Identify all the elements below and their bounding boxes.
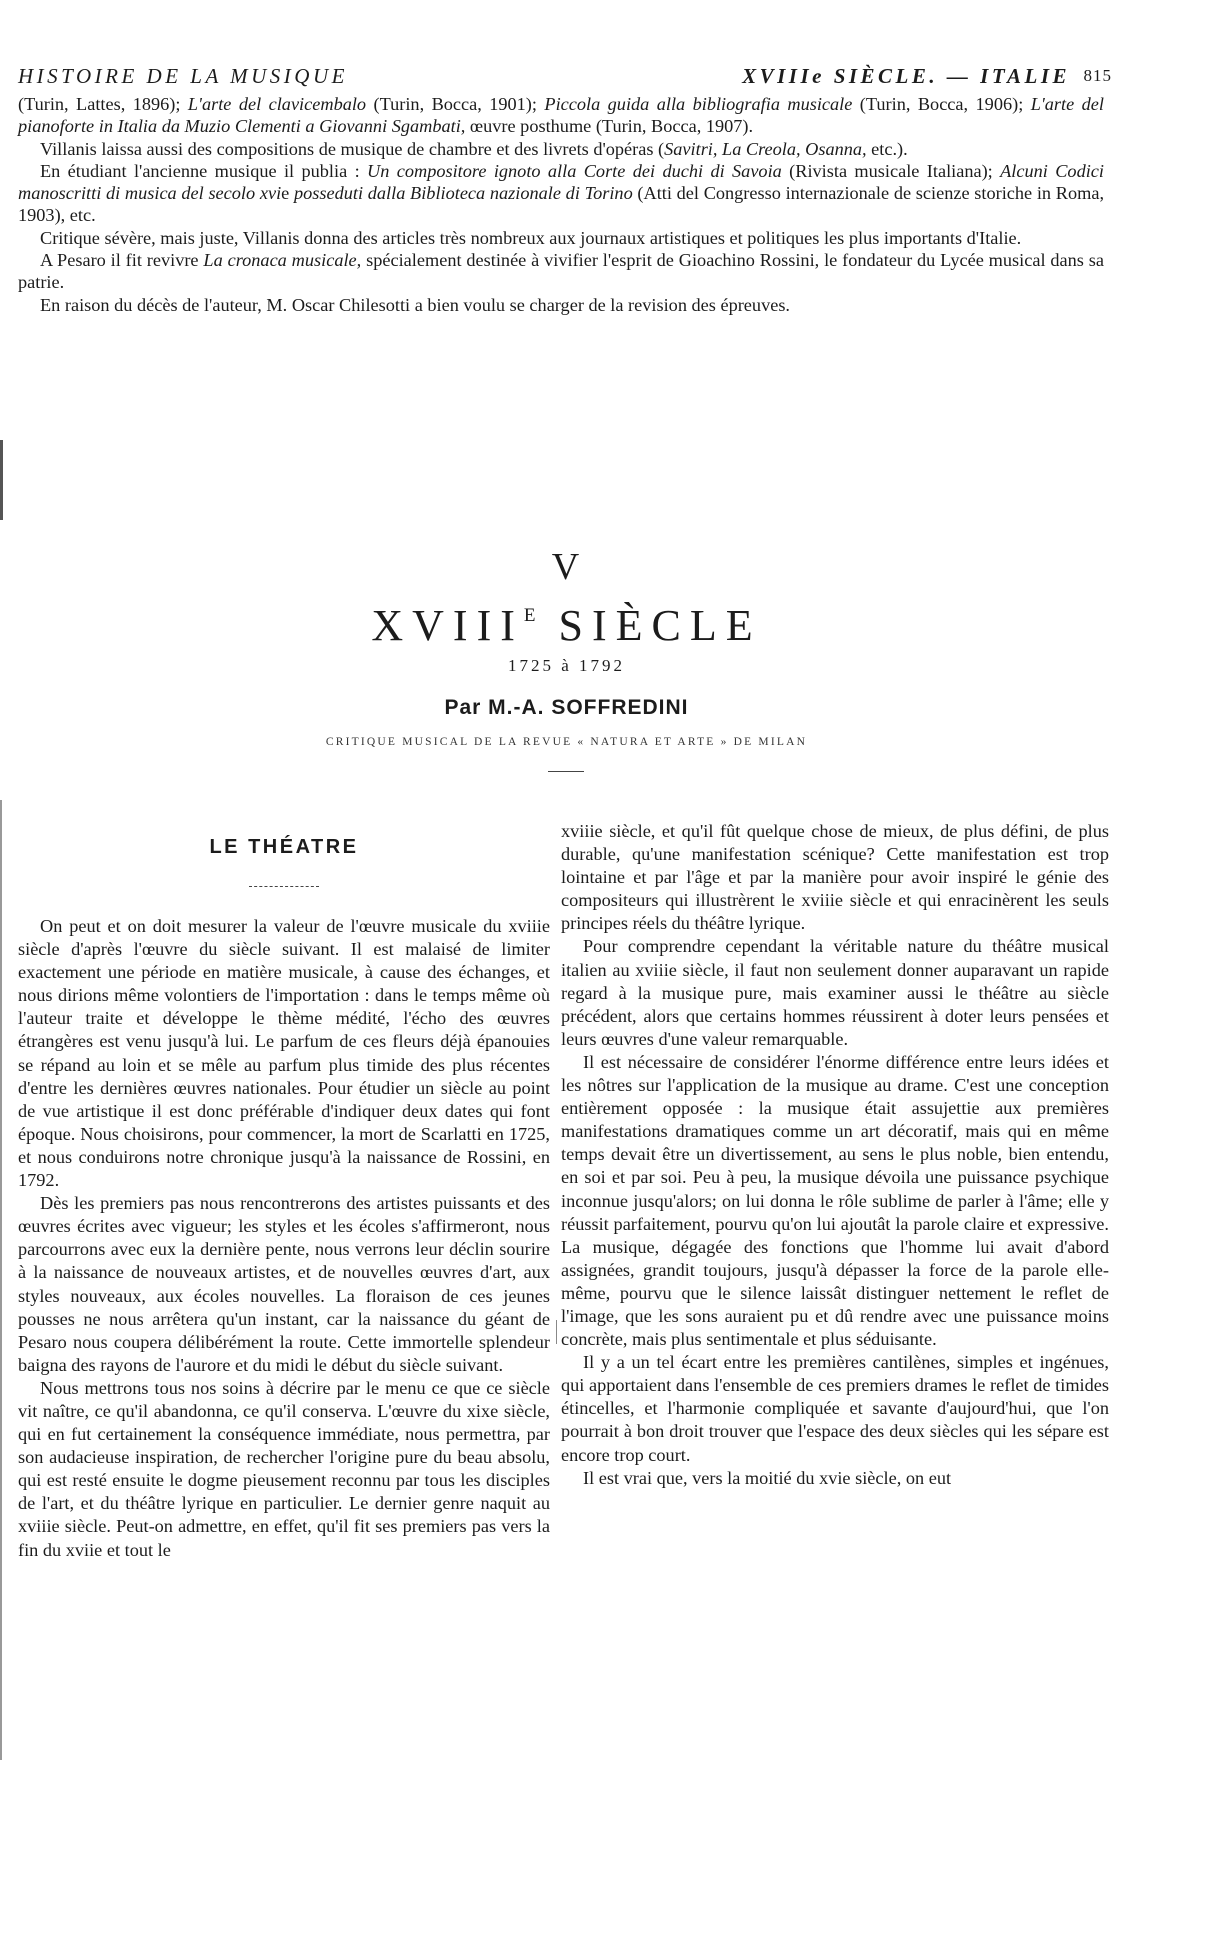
author-role: CRITIQUE MUSICAL DE LA REVUE « NATURA ET ARTE » DE MILAN bbox=[325, 736, 808, 748]
left-column bbox=[18, 820, 550, 1562]
title-rule bbox=[548, 771, 584, 772]
scan-edge-mark bbox=[0, 800, 2, 1760]
body-paragraph: Il y a un tel écart entre les premières cantilènes, simples et ingénues, qui apportaient dans l'ensemble de ces premiers drames le reflet de timides étincelles, et l'harmonie compliquée et savante d'aujourd'hui, que l'on pourrait à bon droit trouver que l'espace des deux siècles qui les sépare est encore trop court. bbox=[561, 1352, 1109, 1465]
intro-paragraph: En raison du décès de l'auteur, M. Oscar Chilesotti a bien voulu se charger de la revision des épreuves. bbox=[40, 294, 791, 315]
body-paragraph: Nous mettrons tous nos soins à décrire par le menu ce que ce siècle vit naître, ce qu'il abandonna, ce qu'il conserva. L'œuvre du xixe siècle, qui en fut certainement la conséquence immédiate, nous permettra, par son audacieuse inspiration, de rechercher l'origine pure du beau absolu, qui est resté ensuite le dogme pieusement reconnu par tous les disciples de l'art, et du théâtre lyrique en particulier. Le dernier genre naquit au xviiie siècle. Peut-on admettre, en effet, qu'il fit ses premiers pas vers la fin du xviie et tout le bbox=[18, 1377, 550, 1560]
body-paragraph: Pour comprendre cependant la véritable nature du théâtre musical italien au xviiie siècle, il faut non seulement donner auparavant un rapide regard à la musique pure, mais examiner aussi le théâtre au siècle précédent, alors que certains hommes réussirent à doter leurs pensées et leurs œuvres d'une valeur remarquable. bbox=[561, 936, 1109, 1049]
running-head-title: HISTOIRE DE LA MUSIQUE bbox=[18, 64, 348, 88]
running-head-chapter: XVIIIe SIÈCLE. — ITALIE bbox=[742, 64, 1070, 88]
right-column bbox=[561, 820, 1109, 1490]
intro-paragraph: Villanis laissa aussi des compositions de musique de chambre et des livrets d'opéras (Savitri, La Creola, Osanna, etc.). bbox=[40, 138, 908, 159]
scan-edge-mark bbox=[0, 440, 3, 520]
body-paragraph: Il est vrai que, vers la moitié du xvie siècle, on eut bbox=[583, 1467, 952, 1488]
intro-paragraph: (Turin, Lattes, 1896); L'arte del clavicembalo (Turin, Bocca, 1901); Piccola guida alla bibliografia musicale (Turin, Bocca, 1906); L'arte del pianoforte in Italia da Muzio Clementi a Giovanni Sgambati, œuvre posthume (Turin, Bocca, 1907). bbox=[18, 94, 1104, 137]
body-paragraph: xviiie siècle, et qu'il fût quelque chose de mieux, de plus défini, de plus durable, qu'une manifestation scénique? Cette manifestation est trop lointaine et par l'âge et par la manière pour avoir inspiré le génie des compositeurs qui illustrèrent le xviiie siècle et qui enracinèrent les seuls principes réels du théâtre lyrique. bbox=[561, 821, 1109, 934]
intro-paragraph: A Pesaro il fit revivre La cronaca musicale, spécialement destinée à vivifier l'esprit de Gioachino Rossini, le fondateur du Lycée musical dans sa patrie. bbox=[18, 250, 1105, 293]
body-paragraph: Il est nécessaire de considérer l'énorme différence entre leurs idées et les nôtres sur l'application de la musique au drame. C'est une conception entièrement opposée : la musique était assujettie aux premières manifestations dramatiques comme un art décoratif, mais qui en même temps devait être un divertissement, au sens le plus noble, bien entendu, en soi et par soi. Peu à peu, la musique dévoila une puissance psychique inconnue jusqu'alors; on lui donna le rôle sublime de parler à l'âme; elle y réussit parfaitement, pourvu qu'on lui ajoutât la parole claire et expressive. La musique, dégagée des fonctions que l'homme lui avait d'abord assignées, grandit toujours, jusqu'à dépasser la force de la parole elle-même, pourvu que le silence laissât distinguer nettement le reflet de l'image, que les sons auraient pu et dû rendre avec une puissance moins concrète, mais plus sentimentale et plus séduisante. bbox=[561, 1051, 1109, 1350]
chapter-title: $XVIII^E$ SIÈCLE bbox=[371, 601, 762, 650]
column-divider bbox=[556, 1320, 557, 1344]
page-number: 815 bbox=[1083, 66, 1112, 85]
intro-paragraph: En étudiant l'ancienne musique il publia : Un compositore ignoto alla Corte dei duchi di Savoia (Rivista musicale Italiana); Alcuni Codici manoscritti di musica del secolo xvie posseduti dalla Biblioteca nazionale di Torino (Atti del Congresso internazionale de scienze storiche in Roma, 1903), etc. bbox=[18, 160, 1105, 226]
intro-paragraph: Critique sévère, mais juste, Villanis donna des articles très nombreux aux journaux artistiques et politiques les plus importants d'Italie. bbox=[40, 227, 1022, 248]
chapter-author: Par M.-A. SOFFREDINI bbox=[444, 696, 689, 719]
chapter-dates: 1725 à 1792 bbox=[507, 656, 626, 675]
chapter-number: V bbox=[551, 546, 582, 588]
body-paragraph: On peut et on doit mesurer la valeur de l'œuvre musicale du xviiie siècle d'après l'œuvre du siècle suivant. Il est malaisé de limiter exactement une période en matière musicale, à cause des échanges, et nous dirions même volontiers de l'importation : dans le temps même où l'auteur traite et développe le thème médité, l'écho des œuvres étrangères est venu jusqu'à lui. Le parfum de ces fleurs déjà épanouies se répand au loin et se mêle au parfum plus timide des plus récentes d'entre les dernières œuvres nationales. Pour étudier un siècle au point de vue artistique il est donc préférable d'indiquer deux dates qui font époque. Nous choisirons, pour commencer, la mort de Scarlatti en 1725, et nous conduirons notre chronique jusqu'à la naissance de Rossini, en 1792. bbox=[18, 916, 550, 1191]
body-paragraph: Dès les premiers pas nous rencontrerons des artistes puissants et des œuvres écrites avec vigueur; les styles et les écoles s'affirmeront, nous parcourrons avec eux la dernière pente, nous verrons leur déclin sourire à la naissance de nouveaux artistes, et de nouvelles œuvres d'art, aux styles nouveaux, aux écoles nouvelles. La floraison de ces jeunes pousses ne nous arrêtera qu'un instant, car la naissance du géant de Pesaro nous coupera délibérément la route. Cette immortelle splendeur baigna des rayons de l'aurore et du midi le début du siècle suivant. bbox=[18, 1193, 550, 1375]
section-title: LE THÉATRE bbox=[209, 836, 359, 858]
running-head bbox=[18, 64, 1112, 88]
intro-paragraphs bbox=[18, 93, 1104, 316]
